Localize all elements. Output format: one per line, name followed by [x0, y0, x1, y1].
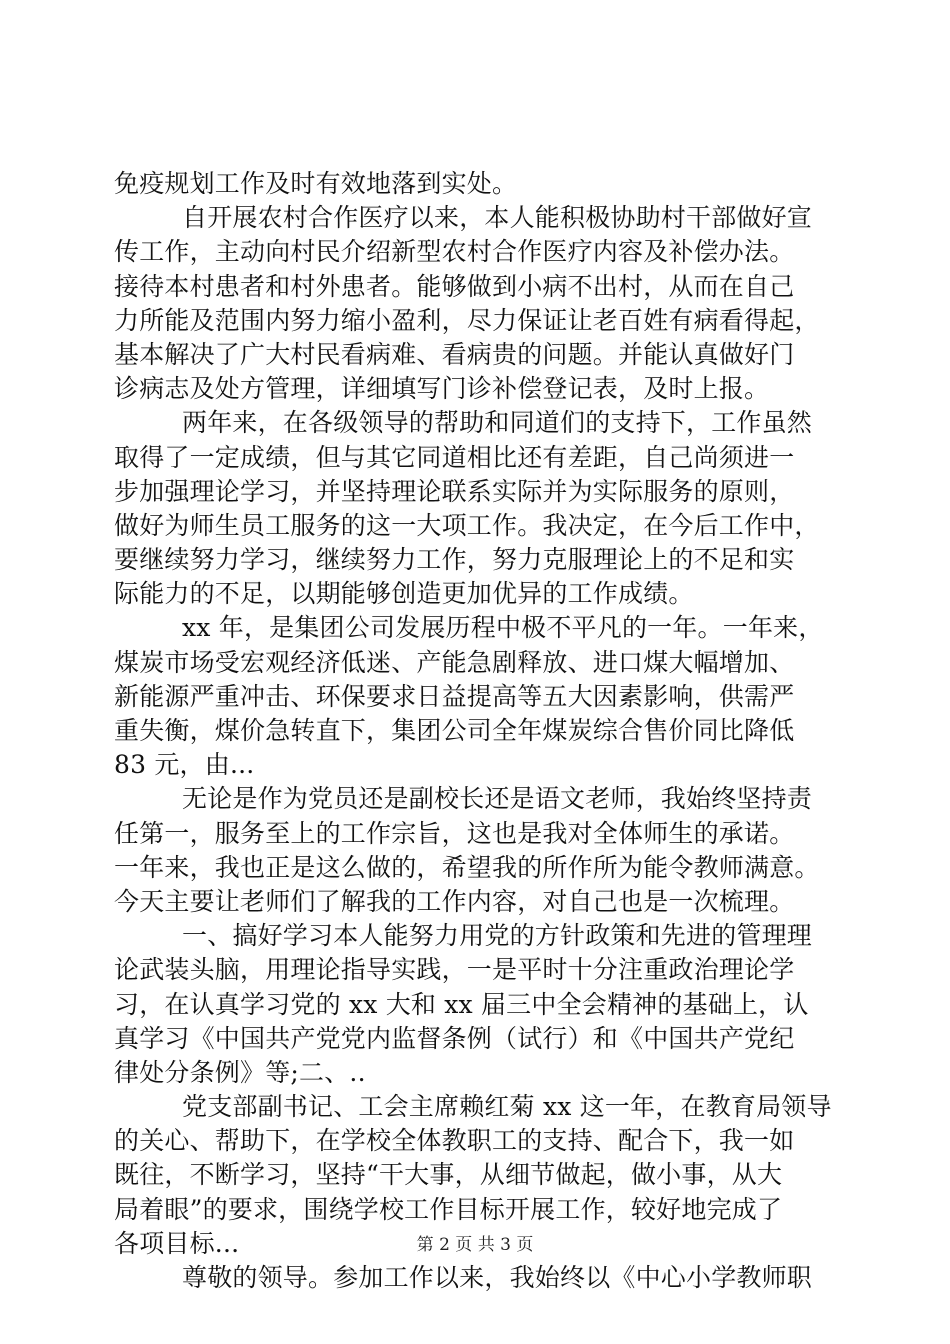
text-line: 重失衡，煤价急转直下，集团公司全年煤炭综合售价同比降低	[114, 716, 795, 745]
text-line: 际能力的不足，以期能够创造更加优异的工作成绩。	[114, 579, 694, 609]
text-line: 任第一，服务至上的工作宗旨，这也是我对全体师生的承诺。	[114, 818, 795, 848]
text-line: 局着眼”的要求，围绕学校工作目标开展工作，较好地完成了	[114, 1194, 783, 1224]
text-line: 真学习《中国共产党党内监督条例（试行）和《中国共产党纪	[114, 1023, 795, 1053]
text-line: 各项目标...	[114, 1228, 240, 1258]
text-line: 习，在认真学习党的 xx 大和 xx 届三中全会精神的基础上，认	[114, 989, 809, 1019]
page-footer: 第 2 页 共 3 页	[416, 1235, 534, 1255]
text-line: 论武装头脑，用理论指导实践，一是平时十分注重政治理论学	[114, 955, 795, 985]
text-line: 接待本村患者和村外患者。能够做到小病不出村，从而在自己	[114, 271, 795, 301]
text-line: 煤炭市场受宏观经济低迷、产能急剧释放、进口煤大幅增加、	[114, 647, 795, 677]
text-line: 的关心、帮助下，在学校全体教职工的支持、配合下，我一如	[114, 1126, 795, 1156]
text-line: 诊病志及处方管理，详细填写门诊补偿登记表，及时上报。	[114, 374, 770, 404]
text-line: 自开展农村合作医疗以来，本人能积极协助村干部做好宣	[182, 203, 813, 233]
text-line: 今天主要让老师们了解我的工作内容，对自己也是一次梳理。	[114, 886, 795, 916]
document-body	[114, 167, 844, 1295]
text-line: 要继续努力学习，继续努力工作，努力克服理论上的不足和实	[114, 545, 795, 575]
text-line: 一、搞好学习本人能努力用党的方针政策和先进的管理理	[182, 921, 813, 951]
text-line: 步加强理论学习，并坚持理论联系实际并为实际服务的原则，	[114, 476, 795, 506]
text-line: 一年来，我也正是这么做的，希望我的所作所为能令教师满意。	[114, 852, 820, 882]
text-line: 无论是作为党员还是副校长还是语文老师，我始终坚持责	[182, 784, 813, 814]
text-line: 传工作，主动向村民介绍新型农村合作医疗内容及补偿办法。	[114, 237, 795, 267]
text-line: 两年来，在各级领导的帮助和同道们的支持下，工作虽然	[182, 408, 813, 438]
text-line: 新能源严重冲击、环保要求日益提高等五大因素影响，供需严	[114, 681, 795, 711]
text-line: 免疫规划工作及时有效地落到实处。	[114, 169, 518, 198]
text-line: xx 年，是集团公司发展历程中极不平凡的一年。一年来，	[182, 613, 824, 643]
text-line: 力所能及范围内努力缩小盈利，尽力保证让老百姓有病看得起，	[114, 305, 820, 335]
text-line: 取得了一定成绩，但与其它同道相比还有差距，自己尚须进一	[114, 442, 795, 472]
text-line: 尊敬的领导。参加工作以来，我始终以《中心小学教师职	[182, 1263, 813, 1292]
text-line: 83 元，由...	[114, 750, 255, 780]
text-line: 做好为师生员工服务的这一大项工作。我决定，在今后工作中，	[114, 510, 820, 540]
text-line: 基本解决了广大村民看病难、看病贵的问题。并能认真做好门	[114, 339, 795, 369]
text-line: 党支部副书记、工会主席赖红菊 xx 这一年，在教育局领导	[182, 1092, 832, 1122]
text-line: 律处分条例》等;二、..	[114, 1057, 366, 1087]
text-line: 既往，不断学习，坚持“干大事，从细节做起，做小事，从大	[114, 1160, 783, 1190]
